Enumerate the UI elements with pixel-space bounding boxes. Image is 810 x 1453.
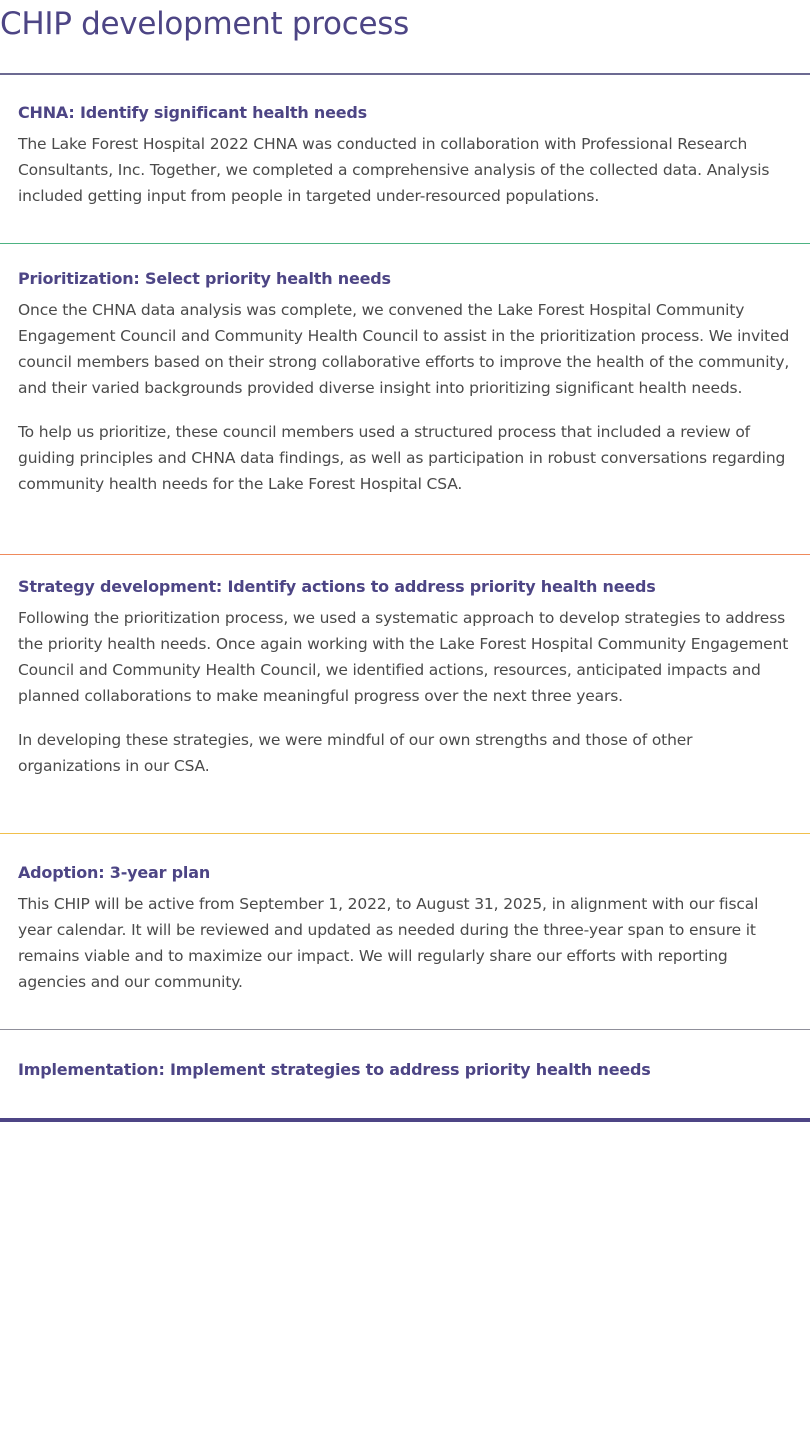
section-chna: [18, 103, 790, 209]
section-divider-orange: [0, 554, 810, 555]
section-paragraph: To help us prioritize, these council members used a structured process that included a review of guiding principles and CHNA data findings, as well as participation in robust conversations regarding community health needs for the Lake Forest Hospital CSA.: [18, 423, 786, 493]
section-divider-yellow: [0, 833, 810, 834]
section-paragraph: In developing these strategies, we were mindful of our own strengths and those of other organizations in our CSA.: [18, 731, 693, 775]
bottom-divider: [0, 1118, 810, 1122]
section-heading: Implementation: Implement strategies to address priority health needs: [18, 1060, 651, 1079]
section-paragraph: Following the prioritization process, we used a systematic approach to develop strategies to address the priority health needs. Once again working with the Lake Forest Hospital Community Engagement Council and Community Health Council, we identified actions, resources, anticipated impacts and planned collaborations to make meaningful progress over the next three years.: [18, 609, 789, 705]
section-strategy-development: [18, 577, 790, 779]
section-heading: Prioritization: Select priority health needs: [18, 269, 391, 288]
section-paragraph: This CHIP will be active from September 1, 2022, to August 31, 2025, in alignment with our fiscal year calendar. It will be reviewed and updated as needed during the three-year span to ensure it remains viable and to maximize our impact. We will regularly share our efforts with reporting agencies and our community.: [18, 895, 759, 991]
section-divider-green: [0, 243, 810, 244]
section-heading: CHNA: Identify significant health needs: [18, 103, 367, 122]
section-heading: Strategy development: Identify actions to address priority health needs: [18, 577, 656, 596]
title-divider: [0, 73, 810, 75]
section-paragraph: Once the CHNA data analysis was complete, we convened the Lake Forest Hospital Community Engagement Council and Community Health Council to assist in the prioritization process. We invited council members based on their strong collaborative efforts to improve the health of the community, and their varied backgrounds provided diverse insight into prioritizing significant health needs.: [18, 301, 790, 397]
page-title: CHIP development process: [0, 6, 409, 42]
section-adoption: [18, 863, 790, 995]
section-implementation: [18, 1060, 790, 1080]
section-prioritization: [18, 269, 790, 497]
section-paragraph: The Lake Forest Hospital 2022 CHNA was conducted in collaboration with Professional Research Consultants, Inc. Together, we completed a comprehensive analysis of the collected data. Analysis included getting input from people in targeted under-resourced populations.: [18, 135, 770, 205]
section-heading: Adoption: 3-year plan: [18, 863, 211, 882]
section-divider-gray: [0, 1029, 810, 1030]
